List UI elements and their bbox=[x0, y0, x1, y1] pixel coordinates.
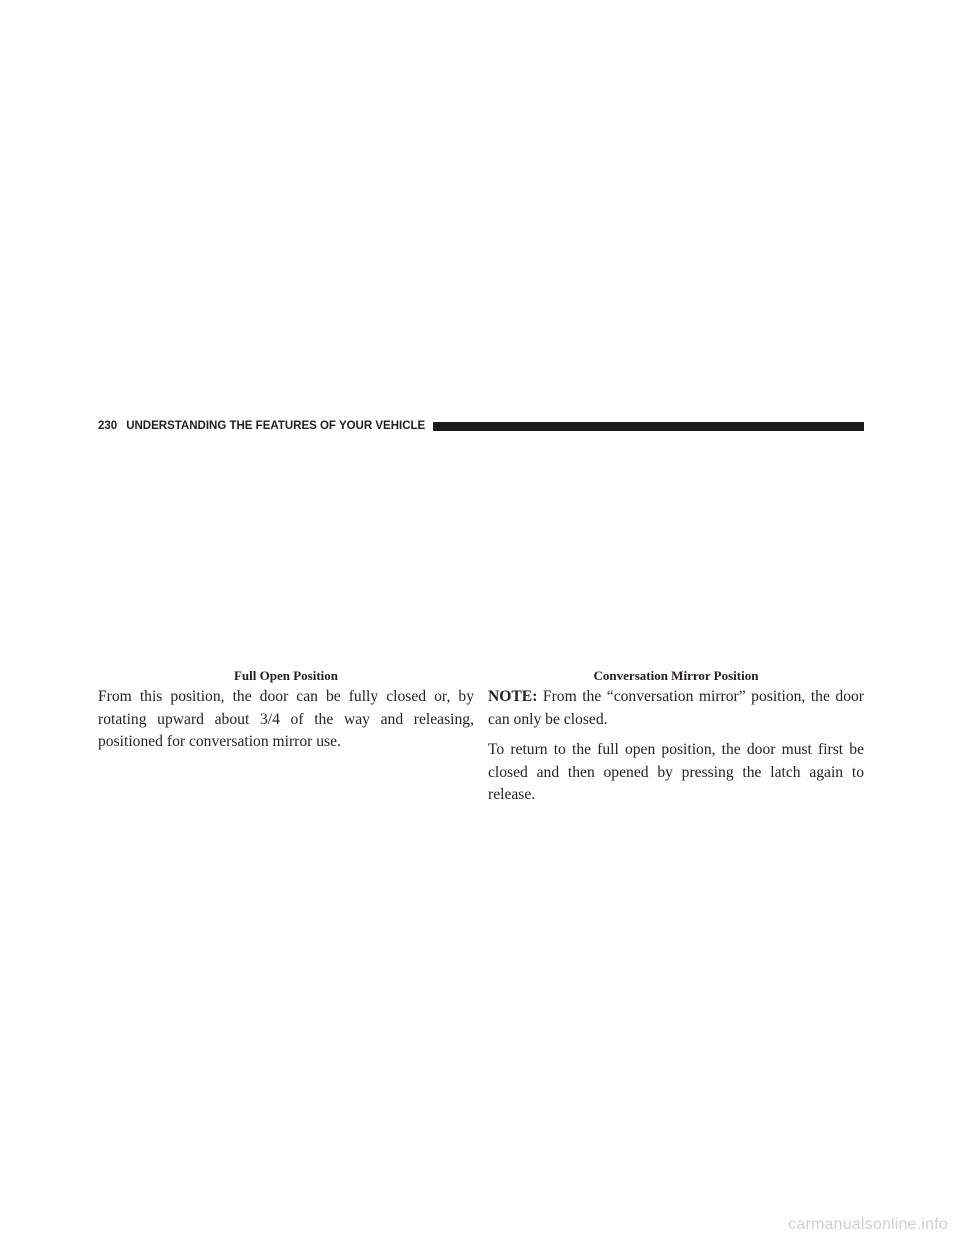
page-number: 230 bbox=[98, 420, 118, 432]
section-title: UNDERSTANDING THE FEATURES OF YOUR VEHICLE bbox=[126, 420, 426, 432]
page-header bbox=[98, 418, 864, 434]
note-paragraph bbox=[488, 686, 864, 731]
header-rule bbox=[433, 422, 864, 431]
note-text: From the “conversation mirror” position, the door can only be closed. bbox=[488, 688, 864, 728]
body-paragraph: To return to the full open position, the door must first be closed and then opened by pressing the latch again to release. bbox=[488, 741, 864, 803]
figure-caption-full-open: Full Open Position bbox=[233, 668, 339, 683]
left-column bbox=[98, 686, 474, 762]
body-paragraph: From this position, the door can be fully closed or, by rotating upward about 3/4 of the way and releasing, positioned for conversation mirror use. bbox=[98, 688, 474, 750]
right-column bbox=[488, 686, 864, 815]
watermark: carmanualsonline.info bbox=[788, 1216, 948, 1233]
figure-caption-conversation-mirror: Conversation Mirror Position bbox=[593, 668, 759, 683]
note-label: NOTE: bbox=[488, 688, 538, 705]
